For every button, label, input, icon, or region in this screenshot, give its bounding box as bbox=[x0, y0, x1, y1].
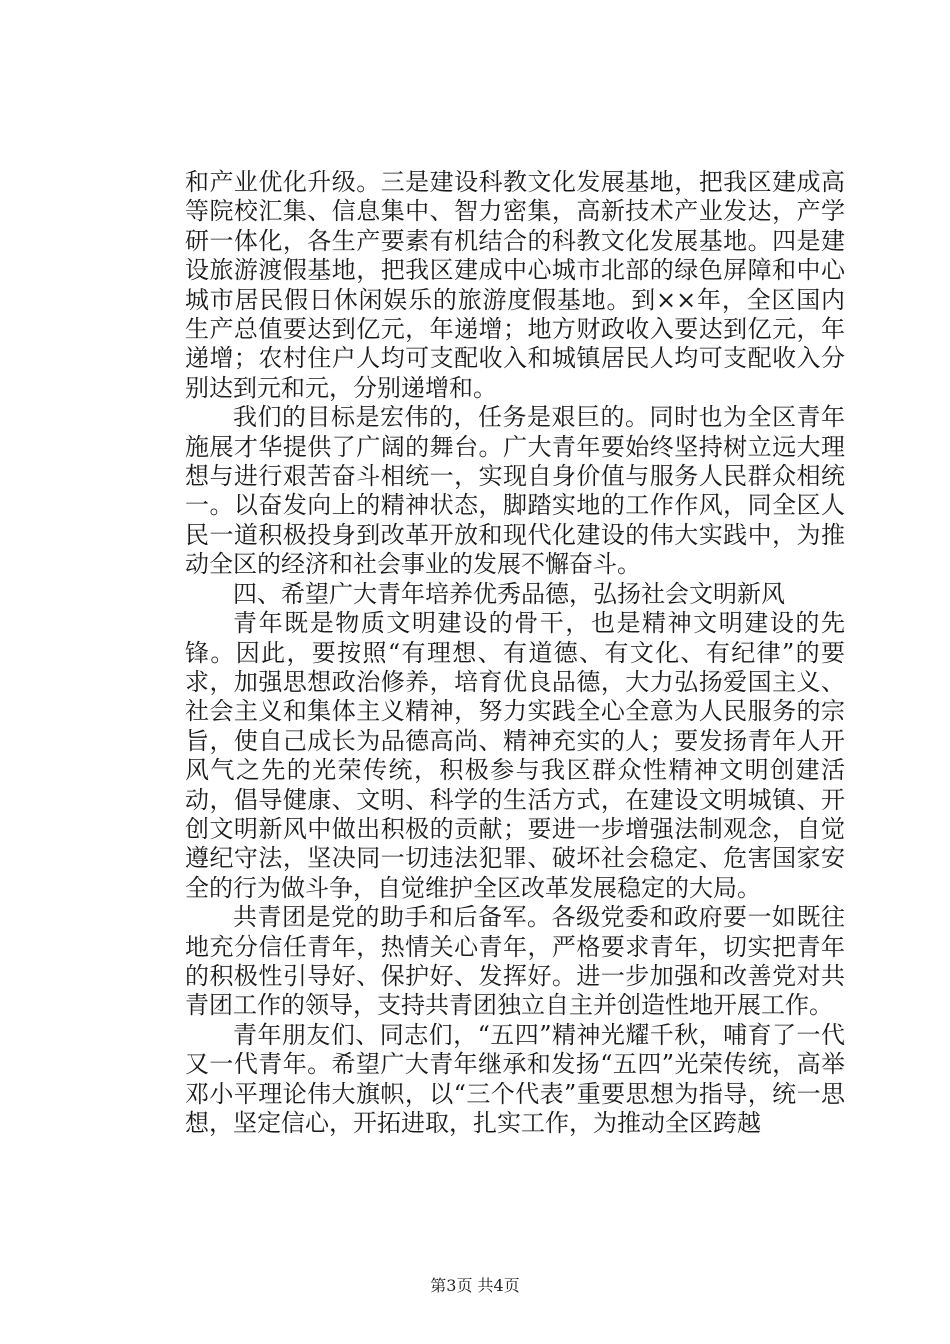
paragraph-3: 青年既是物质文明建设的骨干，也是精神文明建设的先锋。因此，要按照“有理想、有道德、有文化、有纪律”的要求，加强思想政治修养，培育优良品德，大力弘扬爱国主义、社会主义和集体主义精神，努力实践全心全意为人民服务的宗旨，使自己成长为品德高尚、精神充实的人；要发扬青年人开风气之先的光荣传统，积极参与我区群众性精神文明创建活动，倡导健康、文明、科学的生活方式，在建设文明城镇、开创文明新风中做出积极的贡献；要进一步增强法制观念，自觉遵纪守法，坚决同一切违法犯罪、破坏社会稳定、危害国家安全的行为做斗争，自觉维护全区改革发展稳定的大局。 bbox=[185, 609, 845, 902]
paragraph-4: 共青团是党的助手和后备军。各级党委和政府要一如既往地充分信任青年，热情关心青年，严格要求青年，切实把青年的积极性引导好、保护好、发挥好。进一步加强和改善党对共青团工作的领导，支持共青团独立自主并创造性地开展工作。 bbox=[185, 903, 845, 1020]
document-body bbox=[185, 168, 845, 1138]
paragraph-2: 我们的目标是宏伟的，任务是艰巨的。同时也为全区青年施展才华提供了广阔的舞台。广大青年要始终坚持树立远大理想与进行艰苦奋斗相统一，实现自身价值与服务人民群众相统一。以奋发向上的精神状态，脚踏实地的工作作风，同全区人民一道积极投身到改革开放和现代化建设的伟大实践中，为推动全区的经济和社会事业的发展不懈奋斗。 bbox=[185, 403, 845, 579]
paragraph-1: 和产业优化升级。三是建设科教文化发展基地，把我区建成高等院校汇集、信息集中、智力密集，高新技术产业发达，产学研一体化，各生产要素有机结合的科教文化发展基地。四是建设旅游渡假基地，把我区建成中心城市北部的绿色屏障和中心城市居民假日休闲娱乐的旅游度假基地。到××年，全区国内生产总值要达到亿元，年递增；地方财政收入要达到亿元，年递增；农村住户人均可支配收入和城镇居民人均可支配收入分别达到元和元，分别递增和。 bbox=[185, 168, 845, 402]
page-footer: 第3页 共4页 bbox=[430, 1276, 520, 1295]
paragraph-5: 青年朋友们、同志们，“五四”精神光耀千秋，哺育了一代又一代青年。希望广大青年继承和发扬“五四”光荣传统，高举邓小平理论伟大旗帜，以“三个代表”重要思想为指导，统一思想，坚定信心，开拓进取，扎实工作，为推动全区跨越 bbox=[185, 1020, 845, 1137]
section-heading: 四、希望广大青年培养优秀品德，弘扬社会文明新风 bbox=[233, 579, 785, 608]
